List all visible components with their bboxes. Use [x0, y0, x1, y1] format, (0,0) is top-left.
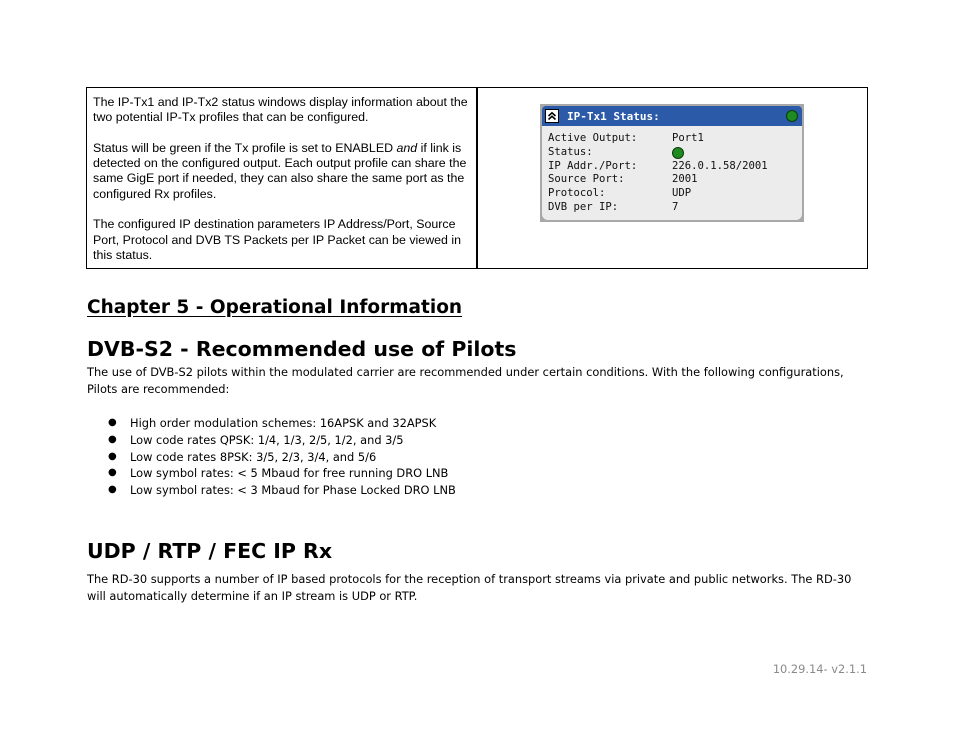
description-paragraph-1: The IP-Tx1 and IP-Tx2 status windows display information about the two potential IP-Tx profiles that can be configured. [93, 95, 468, 125]
bullet-icon: ● [108, 450, 117, 462]
status-row-protocol [548, 187, 802, 201]
list-item: ● Low symbol rates: < 5 Mbaud for free running DRO LNB [108, 466, 449, 481]
status-label: DVB per IP: [548, 200, 619, 213]
emphasis-and: and [396, 140, 418, 155]
info-table-screenshot-cell [478, 88, 867, 268]
list-item: ● Low code rates QPSK: 1/4, 1/3, 2/5, 1/2, and 3/5 [108, 432, 404, 447]
collapse-button[interactable] [545, 109, 559, 123]
status-value: UDP [672, 187, 692, 200]
status-label: Active Output: [548, 132, 638, 144]
status-window-title: IP-Tx1 Status: [567, 109, 660, 123]
list-item: ● Low symbol rates: < 3 Mbaud for Phase Locked DRO LNB [108, 483, 456, 498]
dvb-s2-heading: DVB-S2 - Recommended use of Pilots [87, 337, 517, 361]
document-version-footer: 10.29.14- v2.1.1 [772, 662, 867, 676]
list-item: ● High order modulation schemes: 16APSK and 32APSK [108, 416, 437, 430]
double-chevron-up-icon [547, 111, 557, 121]
bullet-icon: ● [108, 417, 117, 428]
status-row-ip-addr [548, 160, 802, 174]
status-label: Protocol: [548, 187, 606, 200]
title-status-led-icon [786, 110, 798, 122]
status-value: 7 [672, 200, 679, 213]
list-item: ● Low code rates 8PSK: 3/5, 2/3, 3/4, and 5/6 [108, 449, 377, 464]
pilot-recommendation-list [108, 415, 456, 499]
status-row-active-output [548, 132, 802, 146]
status-value: 2001 [672, 173, 698, 186]
status-window-body [542, 126, 802, 220]
status-label: Source Port: [548, 173, 625, 186]
status-window-titlebar [542, 106, 802, 126]
status-value: 226.0.1.58/2001 [672, 159, 768, 172]
status-row-dvb-per-ip [548, 201, 802, 215]
status-row-source-port [548, 173, 802, 187]
bullet-icon: ● [108, 484, 117, 496]
status-value: Port1 [672, 132, 704, 144]
bullet-icon: ● [108, 433, 117, 445]
info-table-description [87, 88, 478, 268]
description-paragraph-2: Status will be green if the Tx profile is set to ENABLED and if link is detected on the configured output. Each output profile can share the same GigE port if needed, they can also share the same port as the configured Rx profiles. [93, 140, 467, 201]
bullet-icon: ● [108, 467, 117, 479]
status-led-icon [672, 147, 684, 159]
status-label: Status: [548, 145, 593, 158]
ip-tx1-status-window [540, 104, 804, 222]
info-table [86, 87, 868, 269]
chapter-heading: Chapter 5 - Operational Information [87, 297, 463, 318]
udp-rtp-heading: UDP / RTP / FEC IP Rx [87, 539, 333, 563]
description-paragraph-3: The configured IP destination parameters IP Address/Port, Source Port, Protocol and DVB TS Packets per IP Packet can be viewed in this status. [93, 217, 462, 262]
status-label: IP Addr./Port: [548, 159, 638, 172]
udp-rtp-body: The RD-30 supports a number of IP based protocols for the reception of transport streams via private and public networks. The RD-30 will automatically determine if an IP stream is UDP or RTP. [87, 572, 852, 603]
status-row-status [548, 146, 802, 160]
dvb-s2-intro: The use of DVB-S2 pilots within the modulated carrier are recommended under certain conditions. With the following configurations, Pilots are recommended: [87, 365, 844, 396]
